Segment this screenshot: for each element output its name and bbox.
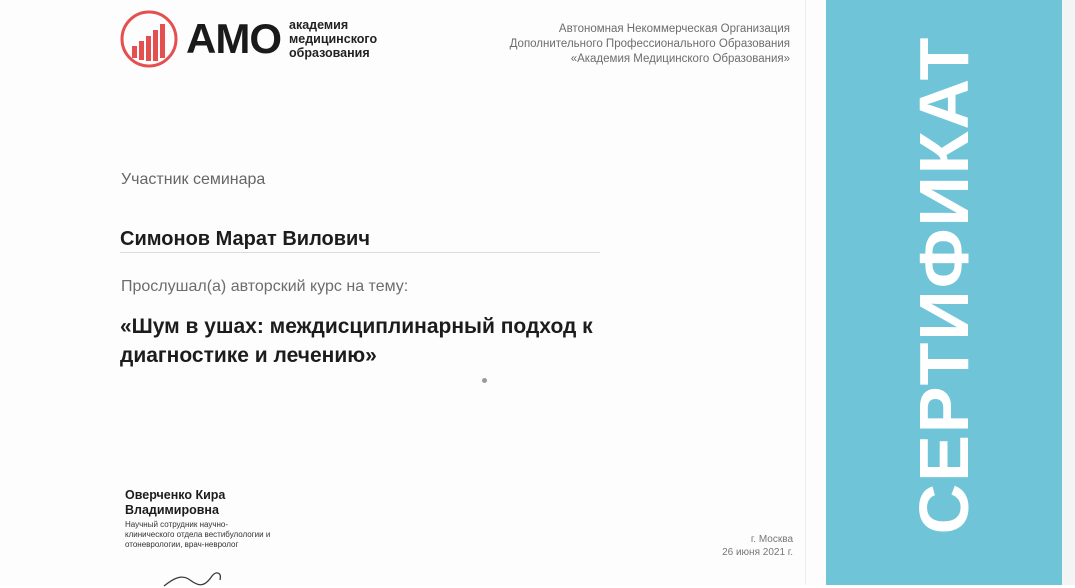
name-underline [120,252,600,253]
logo-abbreviation: АМО [186,15,281,62]
signer-position: Научный сотрудник научно-клинического отдела вестибулологии и отоневрологии, врач-невролог [125,520,271,549]
logo-subtitle-line: академия [289,18,349,32]
listened-label: Прослушал(а) авторский курс на тему: [121,278,409,295]
signer-name: Оверченко Кира Владимировна [125,488,226,517]
course-title: «Шум в ушах: междисциплинарный подход к диагностике и лечению» [120,315,593,367]
certificate-title: СЕРТИФИКАТ [905,35,983,535]
logo-chart-icon [120,10,178,68]
handwritten-signature [160,568,250,588]
organization-header [510,22,790,67]
organization-line: «Академия Медицинского Образования» [570,53,790,65]
organization-line: Дополнительного Профессионального Образования [509,38,790,50]
logo-subtitle [289,18,377,60]
logo-subtitle-line: образования [289,46,370,60]
paper-crease [805,0,806,585]
logo-subtitle-line: медицинского [289,32,378,46]
stripe-edge [1062,0,1075,585]
amo-logo [120,10,377,68]
city-text: г. Москва [750,534,793,545]
participant-label: Участник семинара [121,171,266,188]
participant-name: Симонов Марат Вилович [120,228,370,250]
organization-line: Автономная Некоммерческая Организация [558,23,790,35]
paper-speck [482,378,487,383]
date-text: 26 июня 2021 г. [722,547,793,558]
place-date-block [722,533,793,559]
